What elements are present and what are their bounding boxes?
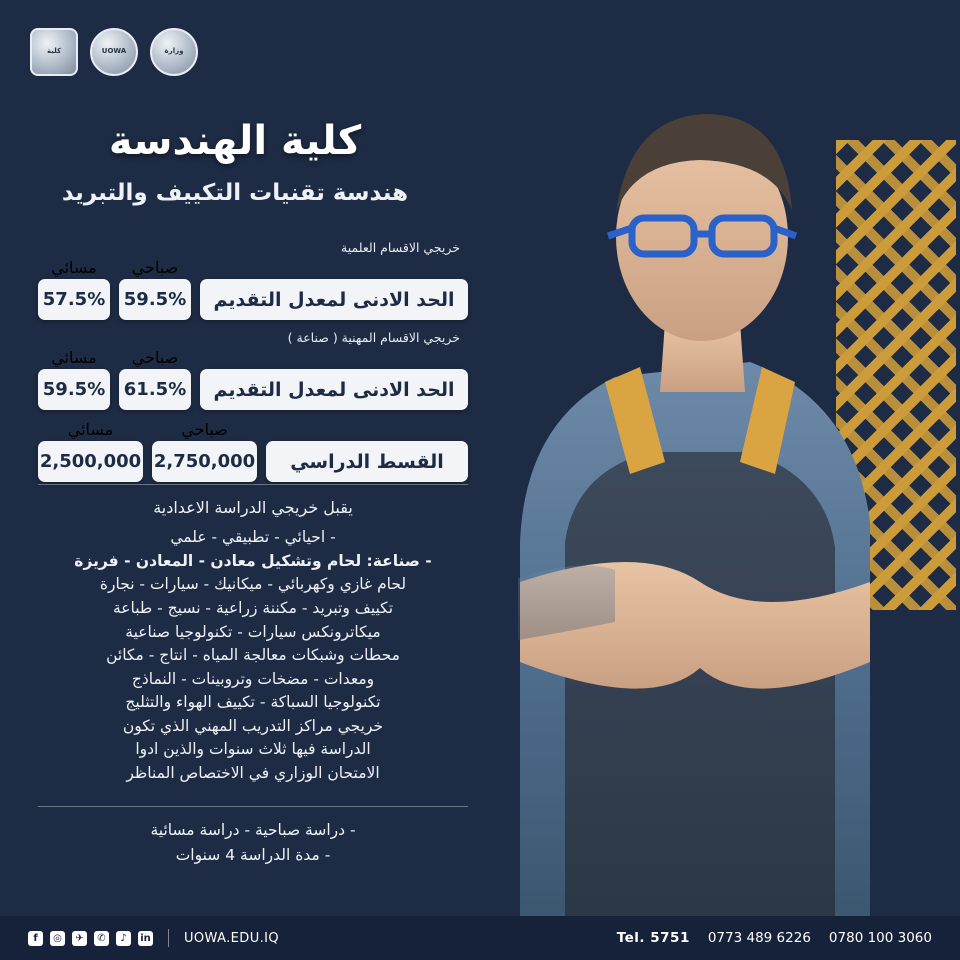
stats-section	[38, 240, 468, 492]
admission-block	[38, 496, 468, 785]
footer-bar	[0, 916, 960, 960]
admission-line: لحام غازي وكهربائي - ميكانيك - سيارات - نجارة	[99, 575, 407, 594]
admission-line: خريجي مراكز التدريب المهني الذي تكون	[122, 716, 384, 735]
col-head-morning-2: صباحي	[131, 348, 179, 367]
stat-morning-vocational: 61.5%	[119, 369, 191, 410]
admission-line: - احيائي - تطبيقي - علمي	[170, 528, 336, 547]
col-head-evening-3: مسائي	[67, 420, 114, 439]
admission-line: ميكاترونكس سيارات - تكنولوجيا صناعية	[125, 622, 381, 641]
stat-evening-vocational: 59.5%	[38, 369, 110, 410]
col-head-morning-1: صباحي	[131, 258, 179, 277]
admission-line: الدراسة فيها ثلاث سنوات والذين ادوا	[135, 740, 371, 759]
stat-morning-scientific: 59.5%	[119, 279, 191, 320]
stat-row-scientific	[38, 240, 468, 320]
stat-column-heads-3	[38, 420, 468, 439]
page-title: كلية الهندسة	[108, 118, 362, 164]
tiktok-icon[interactable]: ♪	[116, 931, 131, 946]
admission-line: تكييف وتبريد - مكننة زراعية - نسيج - طباعة	[112, 598, 394, 617]
stat-column-heads-1	[38, 258, 468, 277]
study-line: - مدة الدراسة 4 سنوات	[175, 845, 331, 864]
stat-evening-tuition: 2,500,000	[38, 441, 143, 482]
telegram-icon[interactable]: ✈	[72, 931, 87, 946]
whatsapp-icon[interactable]: ✆	[94, 931, 109, 946]
website-link[interactable]: UOWA.EDU.IQ	[184, 930, 280, 946]
university-logo-text: UOWA	[101, 47, 127, 56]
contact-group	[617, 930, 932, 946]
logo-group	[30, 28, 198, 76]
stat-row-vocational	[38, 330, 468, 410]
admission-intro: يقبل خريجي الدراسة الاعدادية	[153, 498, 353, 517]
stat-row-tuition	[38, 420, 468, 482]
phone-number-1[interactable]: 0773 489 6226	[707, 930, 811, 946]
admission-line: تكنولوجيا السباكة - تكييف الهواء والتثليج	[125, 693, 381, 712]
admission-line: - صناعة: لحام وتشكيل معادن - المعادن - فريزة	[74, 551, 432, 570]
footer-divider	[168, 929, 169, 947]
college-logo-text: كلية	[46, 47, 62, 56]
facebook-icon[interactable]: f	[28, 931, 43, 946]
gold-chevron-decoration	[836, 140, 956, 610]
college-logo	[30, 28, 78, 76]
stat-morning-tuition: 2,750,000	[152, 441, 257, 482]
telephone-label: Tel. 5751	[616, 930, 690, 946]
page-subtitle: هندسة تقنيات التكييف والتبريد	[61, 180, 409, 206]
divider-top	[38, 484, 468, 485]
stat-label-scientific: الحد الادنى لمعدل التقديم	[200, 279, 468, 320]
ministry-logo-text: وزارة	[164, 47, 184, 56]
instagram-icon[interactable]: ◎	[50, 931, 65, 946]
col-head-evening-2: مسائي	[51, 348, 97, 367]
stat-caption-scientific: خريجي الاقسام العلمية	[341, 240, 460, 255]
stat-column-heads-2	[38, 348, 468, 367]
social-group	[28, 929, 279, 947]
admission-line: محطات وشبكات معالجة المياه - انتاج - مكائن	[106, 646, 400, 665]
stat-caption-vocational: خريجي الاقسام المهنية ( صناعة )	[287, 330, 460, 345]
stat-label-tuition: القسط الدراسي	[266, 441, 468, 482]
linkedin-icon[interactable]: in	[138, 931, 153, 946]
divider-bottom	[38, 806, 468, 807]
study-block	[38, 818, 468, 868]
admission-line: الامتحان الوزاري في الاختصاص المناظر	[126, 763, 380, 782]
stat-label-vocational: الحد الادنى لمعدل التقديم	[200, 369, 468, 410]
phone-number-2[interactable]: 0780 100 3060	[828, 930, 932, 946]
col-head-morning-3: صباحي	[181, 420, 228, 439]
stat-evening-scientific: 57.5%	[38, 279, 110, 320]
university-logo	[90, 28, 138, 76]
ministry-logo	[150, 28, 198, 76]
study-line: - دراسة صباحية - دراسة مسائية	[150, 821, 356, 839]
admission-line: ومعدات - مضخات وتروبينات - النماذج	[131, 669, 375, 688]
col-head-evening-1: مسائي	[51, 258, 97, 277]
